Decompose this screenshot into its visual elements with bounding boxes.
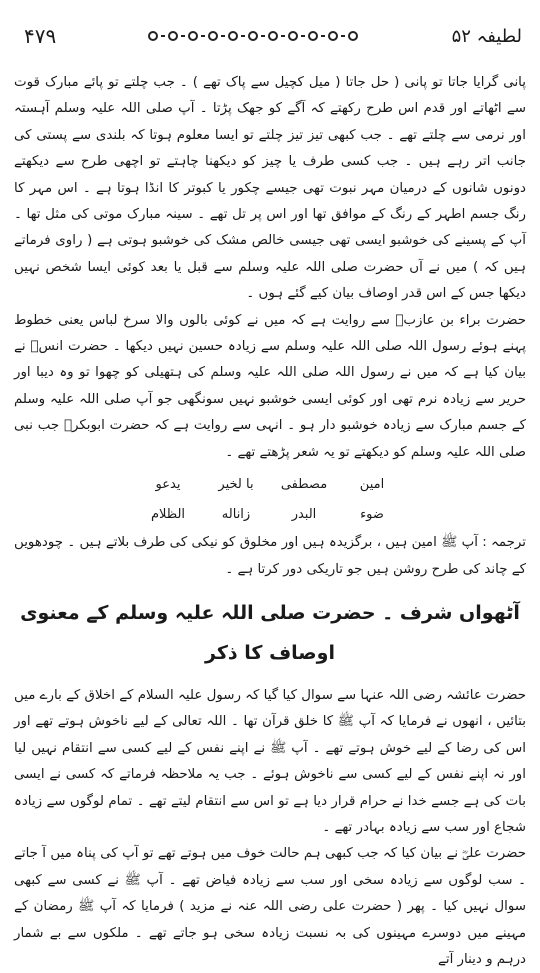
paragraph: حضرت براء بن عازبؓ سے روایت ہے کہ میں نے کوئی بالوں والا سرخ لباس یعنی خطوط پہنے ہوئے رسول اللہ صلی اللہ علیہ وسلم سے زیادہ حسین نہیں دیکھا ۔ حضرت انسؓ نے بیان کیا ہے کہ میں نے رسول اللہ صلی اللہ علیہ وسلم کی ہتھیلی کو چھوا تو وہ دیبا اور حریر سے زیادہ نرم تھی اور کوئی ایسی خوشبو نہیں سونگھی جو آپ صلی اللہ علیہ وسلم کے جسم مبارک سے زیادہ خوشبو دار ہو ۔ انہی سے روایت ہے کہ حضرت ابوبکرؓ جب نبی صلی اللہ علیہ وسلم کو دیکھتے تو یہ شعر پڑھتے تھے ۔ bbox=[14, 312, 526, 460]
verse-word: الظلام bbox=[150, 507, 186, 523]
page-number: ۴۷۹ bbox=[24, 24, 57, 48]
running-title: لطیفہ ۵۲ bbox=[451, 25, 522, 47]
paragraph: حضرت عائشہ رضی اللہ عنہا سے سوال کیا گیا کہ رسول علیہ السلام کے اخلاق کے بارے میں بتائیں ، انھوں نے فرمایا کہ آپ ﷺ کا خلق قرآن تھا ۔ اللہ تعالی کے لیے ناخوش ہوتے تھے اور اس کی رضا کے لیے خوش ہوتے تھے ۔ آپ ﷺ نے اپنے نفس کے لیے کسی سے انتقام نہیں لیا اور نہ اپنے نفس کے لیے کسی سے ناخوش ہوئے ۔ جب یہ ملاحظہ فرماتے کہ کسی نے ایسی بات کی ہے جسے خدا نے حرام قرار دیا ہے تو اس سے انتقام لیتے تھے ۔ تمام لوگوں سے زیادہ شجاع اور سب سے زیادہ بہادر تھے ۔ bbox=[14, 687, 526, 835]
verse-word: مصطفی bbox=[280, 477, 328, 493]
verse-word: یدعو bbox=[155, 477, 181, 493]
verse-word: البدر bbox=[291, 507, 317, 523]
page-header bbox=[18, 22, 522, 50]
verse-word: ضوء bbox=[360, 507, 384, 523]
header-ornament bbox=[148, 31, 358, 41]
translation: ترجمہ : آپ ﷺ امین ہیں ، برگزیدہ ہیں اور مخلوق کو نیکی کی طرف بلاتے ہیں ۔ چودھویں کے چاند کی طرح روشن ہیں جو تاریکی دور کرتا ہے ۔ bbox=[14, 535, 526, 577]
verse-word: با لخیر bbox=[218, 477, 254, 493]
section-heading: آٹھواں شرف ۔ حضرت صلی اللہ علیہ وسلم کے معنوی اوصاف کا ذکر bbox=[20, 601, 520, 664]
paragraph: حضرت علیؓ نے بیان کیا کہ جب کبھی ہم حالت خوف میں ہوتے تھے تو آپ کی پناہ میں آ جاتے ۔ سب لوگوں سے زیادہ سخی اور سب سے زیادہ فیاض تھے ۔ آپ ﷺ نے کسی سے کبھی سوال نہیں کیا ۔ پھر ( حضرت علی رضی اللہ عنہ نے مزید ) فرمایا کہ آپ ﷺ رمضان کے مہینے میں دوسرے مہینوں کی بہ نسبت زیادہ سخی ہو جاتے تھے ۔ ملکوں سے بے شمار درہم و دینار آتے bbox=[14, 846, 526, 967]
paragraph: پانی گرایا جاتا تو پانی ( حل جاتا ( میل کچیل سے پاک تھے ) ۔ جب چلتے تو پائے مبارک قوت سے اٹھاتے اور قدم اس طرح رکھتے کہ آگے کو جھک پڑتا ۔ آپ صلی اللہ علیہ وسلم آہستہ اور نرمی سے چلتے تھے ۔ جب کبھی تیز تیز چلتے تو ایسا معلوم ہوتا کہ بلندی سے پستی کی جانب اتر رہے ہیں ۔ جب کسی طرف یا چیز کو دیکھنا چاہتے تو اچھی طرح سے دیکھتے دونوں شانوں کے درمیان مہر نبوت تھی جیسے چکور یا کبوتر کا انڈا ہوتا ہے ۔ اس مہر کا رنگ جسم اطہر کے رنگ کے موافق تھا اور اس پر تل تھے ۔ سینہ مبارک موتی کی مثل تھا ۔ آپ کے پسینے کی خوشبو ایسی تھی جیسی خالص مشک کی خوشبو ہوتی ہے ( راوی فرماتے ہیں کہ ) میں نے آں حضرت صلی اللہ علیہ وسلم سے قبل یا بعد کوئی ایسا شخص نہیں دیکھا جس کے اس قدر اوصاف بیان کیے گئے ہوں ۔ bbox=[14, 75, 526, 302]
page-body bbox=[14, 70, 526, 967]
verse-word: امین bbox=[359, 477, 385, 493]
verse-word: زاناله bbox=[221, 507, 251, 523]
arabic-verse bbox=[134, 470, 406, 530]
